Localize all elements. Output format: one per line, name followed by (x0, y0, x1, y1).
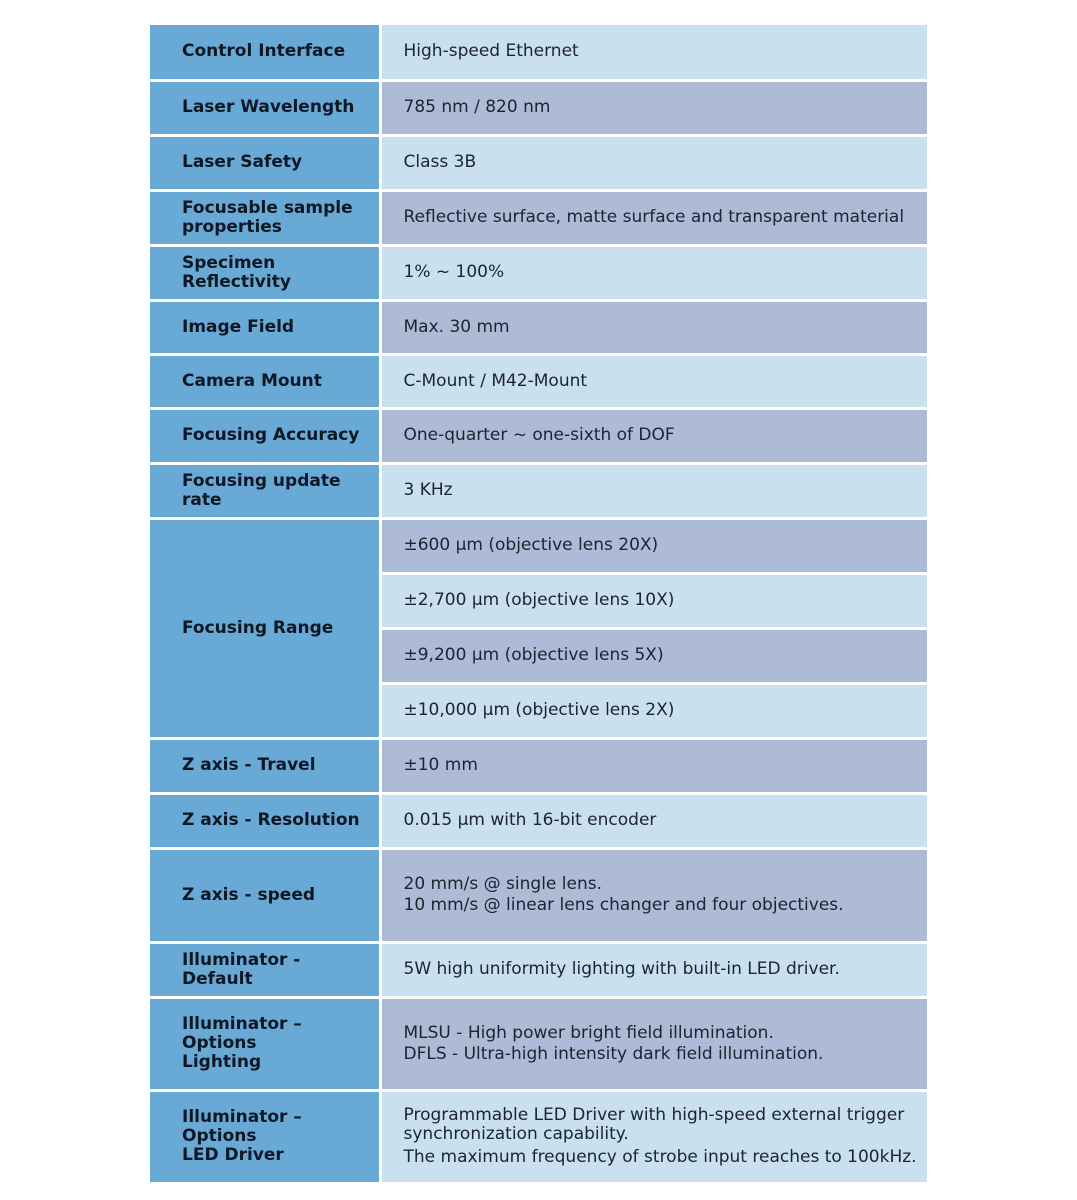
label-focusing-range: Focusing Range (150, 518, 380, 738)
value-focusing-accuracy: One-quarter ~ one-sixth of DOF (380, 408, 927, 463)
value-focusing-range-5x: ±9,200 µm (objective lens 5X) (380, 628, 927, 683)
value-control-interface: High-speed Ethernet (380, 25, 927, 80)
value-line: The maximum frequency of strobe input reaches to 100kHz. (403, 1147, 917, 1168)
row-z-axis-resolution (150, 793, 927, 848)
label-illuminator-options-led-driver (150, 1090, 380, 1182)
spec-table (150, 25, 927, 1182)
row-laser-wavelength (150, 80, 927, 135)
value-camera-mount: C-Mount / M42-Mount (380, 354, 927, 408)
value-line: MLSU - High power bright field illumination. (403, 1022, 774, 1043)
value-illuminator-default: 5W high uniformity lighting with built-in LED driver. (380, 942, 927, 997)
label-focusable-sample-properties (150, 190, 380, 245)
value-focusing-range-20x: ±600 µm (objective lens 20X) (380, 518, 927, 573)
row-focusing-range (150, 518, 927, 573)
value-specimen-reflectivity: 1% ~ 100% (380, 245, 927, 300)
label-line: Illuminator – Options (182, 1014, 302, 1053)
row-camera-mount (150, 354, 927, 408)
label-specimen-reflectivity: Specimen Reflectivity (150, 245, 380, 300)
row-focusable-sample-properties (150, 190, 927, 245)
row-control-interface (150, 25, 927, 80)
row-image-field (150, 300, 927, 354)
label-laser-safety: Laser Safety (150, 135, 380, 190)
label-control-interface: Control Interface (150, 25, 380, 80)
label-laser-wavelength: Laser Wavelength (150, 80, 380, 135)
label-line: Illuminator – Options (182, 1107, 302, 1147)
label-camera-mount: Camera Mount (150, 354, 380, 408)
label-illuminator-default: Illuminator - Default (150, 942, 380, 997)
row-specimen-reflectivity (150, 245, 927, 300)
label-z-axis-resolution: Z axis - Resolution (150, 793, 380, 848)
label-z-axis-speed: Z axis - speed (150, 848, 380, 942)
row-illuminator-options-led-driver (150, 1090, 927, 1182)
value-line: DFLS - Ultra-high intensity dark field illumination. (403, 1043, 824, 1064)
value-illuminator-options-led-driver (380, 1090, 927, 1182)
value-z-axis-resolution: 0.015 µm with 16-bit encoder (380, 793, 927, 848)
value-z-axis-speed (380, 848, 927, 942)
row-z-axis-speed (150, 848, 927, 942)
label-focusing-update-rate: Focusing update rate (150, 463, 380, 518)
value-focusing-range-10x: ±2,700 µm (objective lens 10X) (380, 573, 927, 628)
label-illuminator-options-lighting (150, 997, 380, 1090)
label-focusing-accuracy: Focusing Accuracy (150, 408, 380, 463)
label-line: Lighting (182, 1052, 262, 1072)
value-image-field: Max. 30 mm (380, 300, 927, 354)
label-image-field: Image Field (150, 300, 380, 354)
row-laser-safety (150, 135, 927, 190)
value-laser-wavelength: 785 nm / 820 nm (380, 80, 927, 135)
value-focusing-range-2x: ±10,000 µm (objective lens 2X) (380, 683, 927, 738)
value-line: synchronization capability. (403, 1124, 629, 1145)
value-line: 20 mm/s @ single lens. (403, 874, 602, 894)
row-z-axis-travel (150, 738, 927, 793)
value-focusing-update-rate: 3 KHz (380, 463, 927, 518)
value-laser-safety: Class 3B (380, 135, 927, 190)
value-line: Programmable LED Driver with high-speed external trigger (403, 1105, 905, 1126)
label-line: LED Driver (182, 1145, 284, 1166)
row-illuminator-default (150, 942, 927, 997)
value-illuminator-options-lighting (380, 997, 927, 1090)
value-z-axis-travel: ±10 mm (380, 738, 927, 793)
row-focusing-update-rate (150, 463, 927, 518)
value-focusable-sample-properties: Reflective surface, matte surface and transparent material (380, 190, 927, 245)
value-line: 10 mm/s @ linear lens changer and four objectives. (403, 895, 844, 915)
row-focusing-accuracy (150, 408, 927, 463)
row-illuminator-options-lighting (150, 997, 927, 1090)
label-line: properties (182, 216, 282, 237)
label-line: Focusable sample (182, 197, 353, 218)
label-z-axis-travel: Z axis - Travel (150, 738, 380, 793)
